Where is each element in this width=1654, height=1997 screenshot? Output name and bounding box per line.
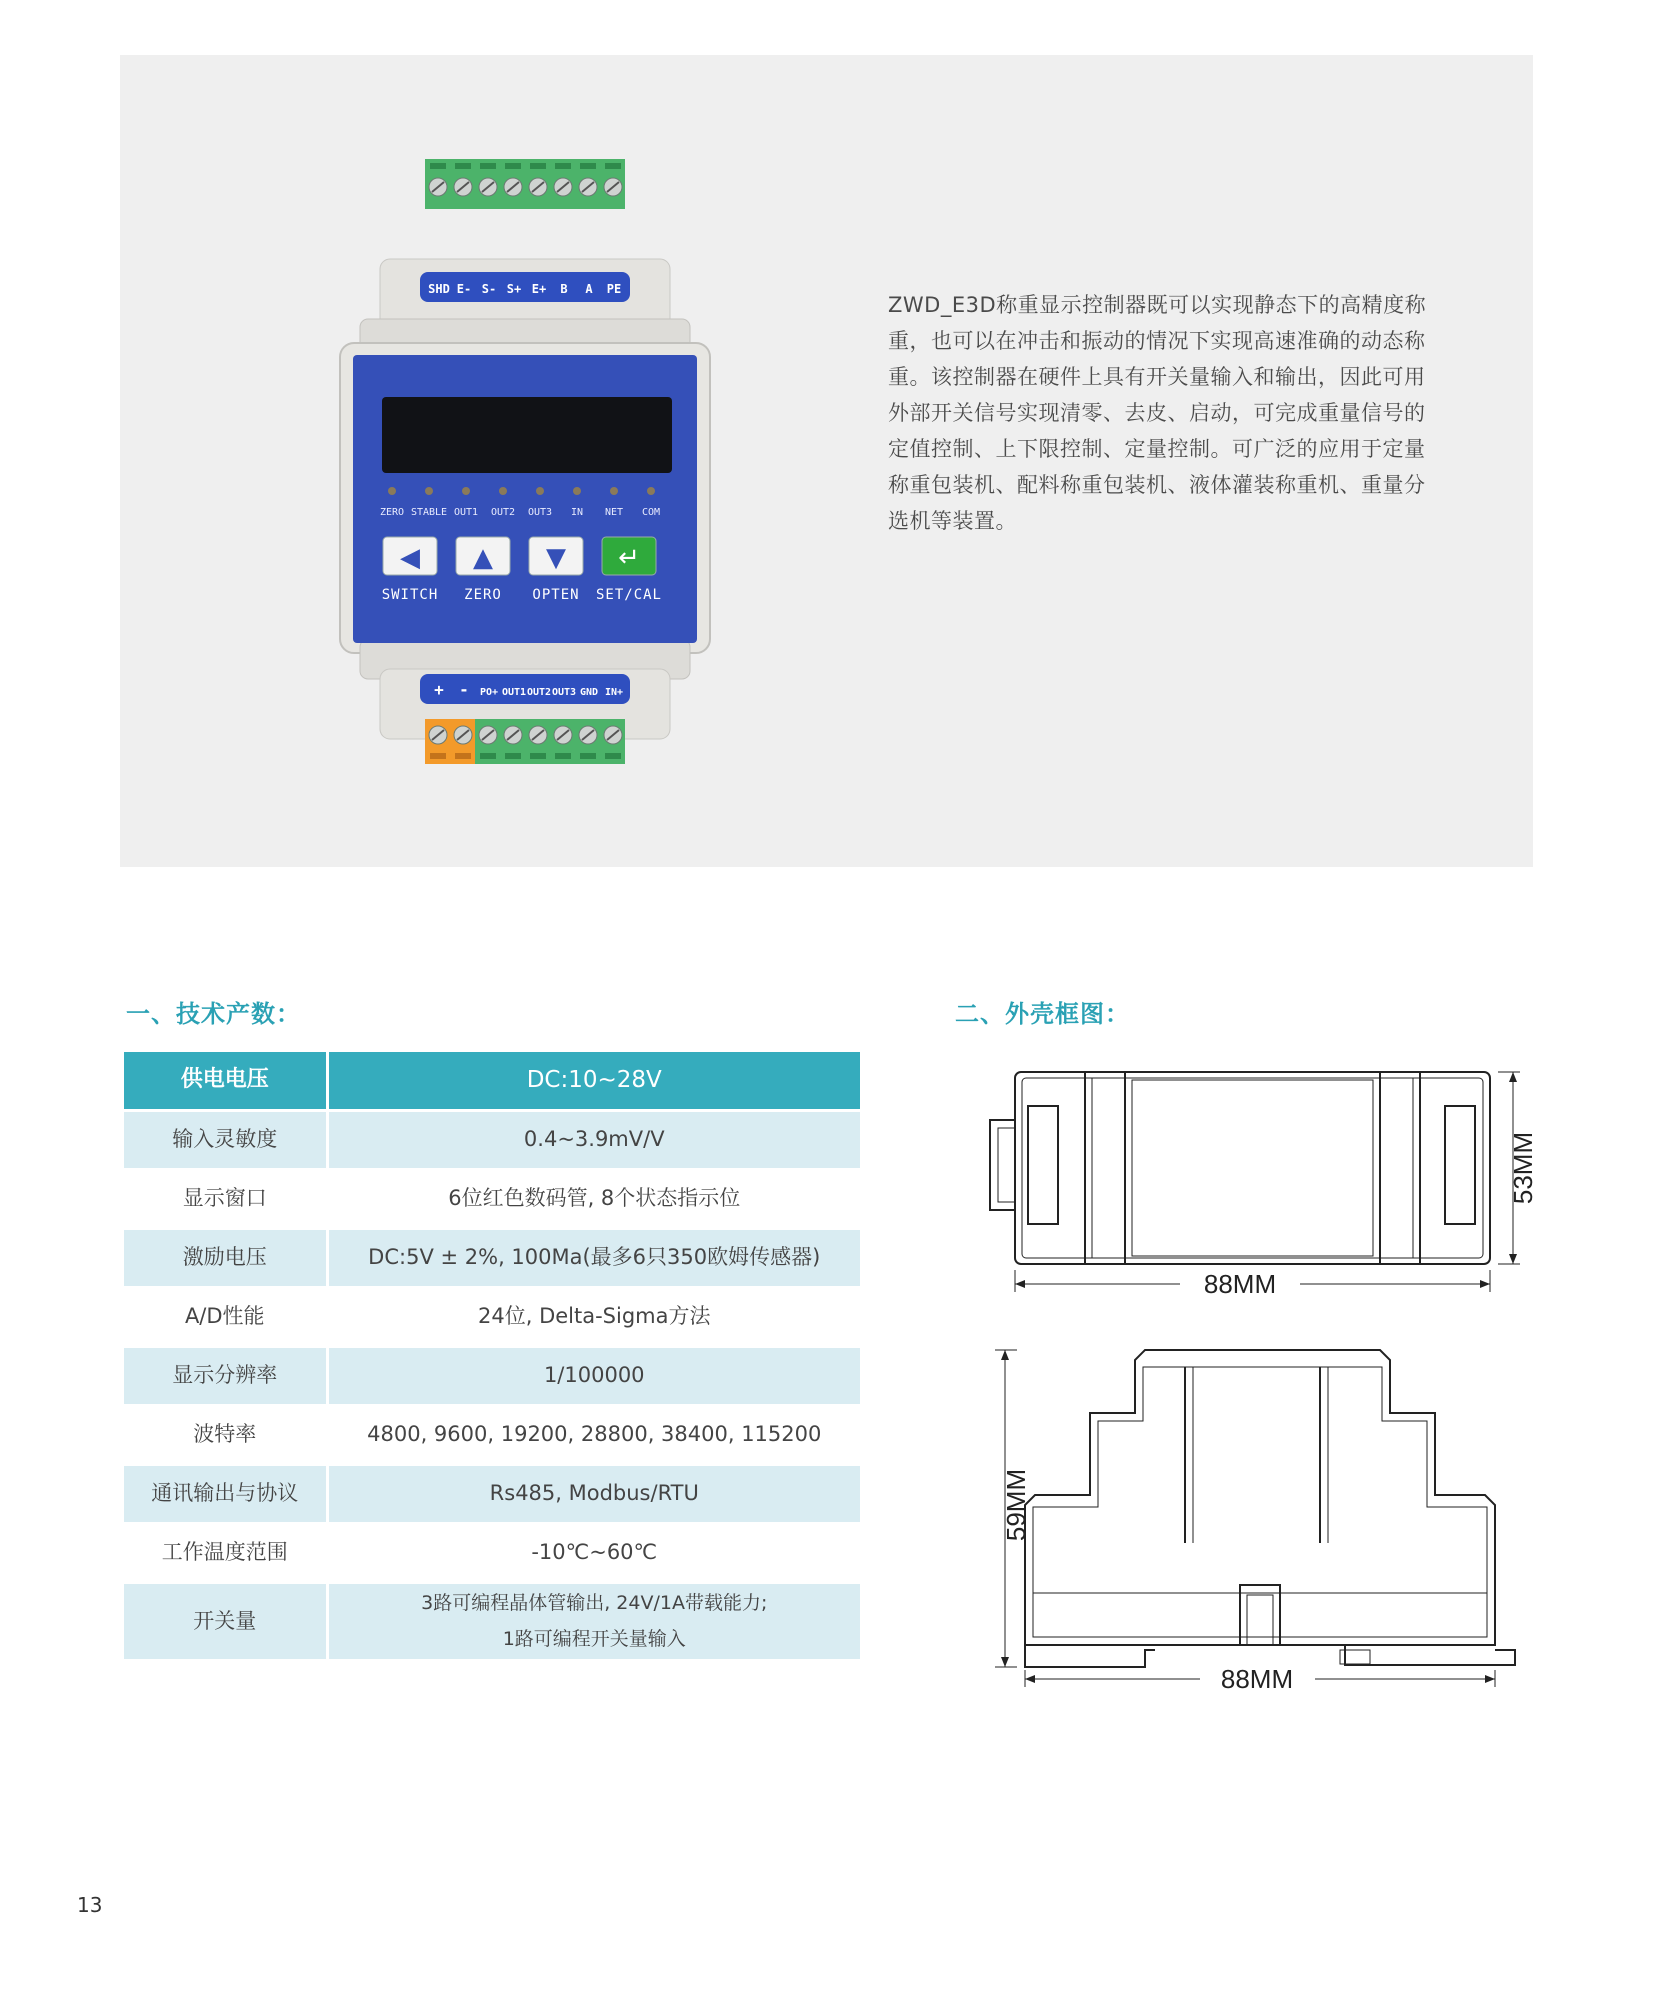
key-label: SET/CAL	[595, 587, 663, 603]
indicator-led	[647, 487, 655, 495]
spec-value-line: 1路可编程开关量输入	[502, 1628, 686, 1650]
table-row	[124, 1405, 860, 1464]
terminal-slot	[505, 163, 521, 169]
terminal-slot	[455, 163, 471, 169]
page-number: 13	[77, 1893, 103, 1917]
indicator-label: NET	[604, 507, 624, 518]
width-dimension-label: 88MM	[1220, 1664, 1294, 1690]
spec-value	[327, 1582, 860, 1660]
table-row	[124, 1287, 860, 1346]
spec-label: A/D性能	[124, 1287, 327, 1346]
specs-title: 一、技术产数：	[126, 1000, 301, 1028]
spec-label: 通讯输出与协议	[124, 1464, 327, 1523]
opten-button[interactable]	[529, 537, 583, 603]
top-view-diagram	[980, 1060, 1540, 1300]
spec-value: -10℃~60℃	[327, 1523, 860, 1582]
terminal-slot	[480, 163, 496, 169]
terminal-label: GND	[579, 687, 599, 698]
spec-label: 工作温度范围	[124, 1523, 327, 1582]
led-display	[382, 397, 672, 473]
indicator-label: COM	[641, 507, 661, 518]
terminal-label: S-	[481, 282, 497, 296]
table-row	[124, 1228, 860, 1287]
terminal-label: IN+	[604, 687, 624, 698]
terminal-label: A	[585, 282, 593, 296]
spec-value: 24位, Delta-Sigma方法	[327, 1287, 860, 1346]
side-view-diagram	[995, 1345, 1535, 1690]
table-row	[124, 1523, 860, 1582]
hero-panel	[120, 55, 1533, 867]
spec-value-line: 3路可编程晶体管输出, 24V/1A带载能力;	[421, 1592, 768, 1614]
terminal-slot	[430, 753, 446, 759]
terminal-label: SHD	[428, 282, 450, 296]
spec-label: 供电电压	[124, 1052, 327, 1110]
terminal-slot	[555, 753, 571, 759]
terminal-label: PE	[606, 282, 622, 296]
terminal-label: OUT2	[526, 687, 552, 698]
terminal-slot	[530, 753, 546, 759]
height-dimension-label: 53MM	[1508, 1131, 1538, 1205]
spec-label: 显示窗口	[124, 1169, 327, 1228]
terminal-slot	[480, 753, 496, 759]
terminal-slot	[455, 753, 471, 759]
indicator-led	[536, 487, 544, 495]
terminal-slot	[580, 163, 596, 169]
terminal-slot	[605, 753, 621, 759]
spec-value: 4800, 9600, 19200, 28800, 38400, 115200	[327, 1405, 860, 1464]
spec-value: 0.4~3.9mV/V	[327, 1110, 860, 1169]
terminal-label: B	[560, 282, 568, 296]
terminal-slot	[555, 163, 571, 169]
switch-button[interactable]	[382, 537, 439, 603]
product-description: ZWD_E3D称重显示控制器既可以实现静态下的高精度称重，也可以在冲击和振动的情况下实现高速准确的动态称重。该控制器在硬件上具有开关量输入和输出，因此可用外部开关信号实现清零、去皮、启动，可完成重量信号的定值控制、上下限控制、定量控制。可广泛的应用于定量称重包装机、配料称重包装机、液体灌装称重机、重量分选机等装置。	[888, 293, 1427, 533]
spec-label: 开关量	[124, 1582, 327, 1660]
key-label: OPTEN	[532, 587, 580, 603]
outline-title: 二、外壳框图：	[955, 1000, 1130, 1028]
spec-label: 显示分辨率	[124, 1346, 327, 1405]
key-glyph-icon: ▼	[546, 543, 566, 573]
terminal-label: S+	[506, 282, 522, 296]
indicator-label: ZERO	[379, 507, 405, 518]
spec-label: 激励电压	[124, 1228, 327, 1287]
terminal-label: E-	[456, 282, 472, 296]
terminal-label: OUT1	[501, 687, 527, 698]
spec-table	[124, 1052, 860, 1662]
terminal-slot	[430, 163, 446, 169]
terminal-label: OUT3	[551, 687, 577, 698]
indicator-led	[425, 487, 433, 495]
table-row	[124, 1346, 860, 1405]
key-glyph-icon: ▲	[473, 543, 493, 573]
spec-value: DC:10~28V	[327, 1052, 860, 1110]
terminal-slot	[580, 753, 596, 759]
spec-value: DC:5V ± 2%, 100Ma(最多6只350欧姆传感器)	[327, 1228, 860, 1287]
set-cal-button[interactable]	[596, 537, 662, 603]
key-glyph-icon: ◀	[400, 543, 420, 573]
table-row	[124, 1110, 860, 1169]
terminal-slot	[505, 753, 521, 759]
indicator-label: OUT2	[490, 507, 516, 518]
spec-label: 波特率	[124, 1405, 327, 1464]
key-label: ZERO	[464, 587, 502, 603]
indicator-led	[388, 487, 396, 495]
spec-value: Rs485, Modbus/RTU	[327, 1464, 860, 1523]
indicator-led	[610, 487, 618, 495]
spec-value: 6位红色数码管, 8个状态指示位	[327, 1169, 860, 1228]
spec-value: 1/100000	[327, 1346, 860, 1405]
terminal-slot	[605, 163, 621, 169]
width-dimension-label: 88MM	[1203, 1269, 1277, 1299]
spec-label: 输入灵敏度	[124, 1110, 327, 1169]
key-label: SWITCH	[381, 587, 439, 603]
terminal-label: +	[434, 680, 444, 699]
indicator-led	[573, 487, 581, 495]
terminal-label: -	[459, 680, 469, 699]
indicator-led	[462, 487, 470, 495]
terminal-label: E+	[531, 282, 547, 296]
io-terminal-block	[475, 719, 625, 764]
indicator-led	[499, 487, 507, 495]
indicator-label: OUT1	[453, 507, 479, 518]
indicator-label: STABLE	[410, 507, 448, 518]
key-glyph-icon: ↵	[618, 543, 640, 573]
indicator-label: IN	[570, 507, 584, 518]
table-row	[124, 1464, 860, 1523]
table-row	[124, 1169, 860, 1228]
table-row	[124, 1582, 860, 1660]
terminal-slot	[530, 163, 546, 169]
terminal-label: PO+	[479, 687, 499, 698]
weighing-controller-photo	[290, 129, 720, 799]
height-dimension-label: 59MM	[1001, 1468, 1031, 1542]
table-row	[124, 1052, 860, 1110]
indicator-label: OUT3	[527, 507, 553, 518]
